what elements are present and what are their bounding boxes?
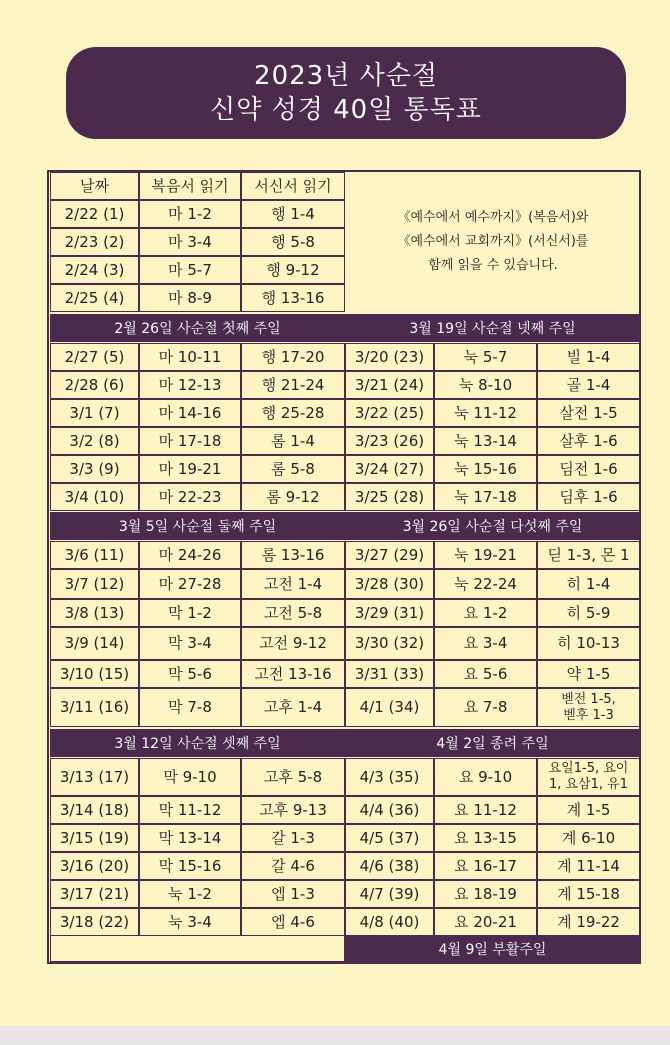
week-band-right: 4월 2일 종려 주일 bbox=[345, 729, 640, 757]
note-line-2: 《예수에서 교회까지》(서신서)를 bbox=[397, 234, 589, 249]
row-date: 3/9 (14) bbox=[50, 627, 139, 660]
row-epistle: 엡 1-3 bbox=[241, 880, 345, 908]
title-line-2: 신약 성경 40일 통독표 bbox=[210, 95, 482, 125]
row-date: 3/7 (12) bbox=[50, 569, 139, 599]
row-epistle: 계 1-5 bbox=[537, 796, 640, 824]
row-epistle: 롬 13-16 bbox=[241, 541, 345, 569]
row-date: 3/2 (8) bbox=[50, 427, 139, 455]
row-gospel: 요 16-17 bbox=[434, 852, 537, 880]
row-epistle: 행 13-16 bbox=[241, 284, 345, 312]
row-gospel: 요 5-6 bbox=[434, 660, 537, 688]
row-epistle: 계 11-14 bbox=[537, 852, 640, 880]
row-gospel: 막 13-14 bbox=[139, 824, 241, 852]
row-date: 2/27 (5) bbox=[50, 343, 139, 371]
row-epistle: 히 5-9 bbox=[537, 599, 640, 627]
row-date: 3/6 (11) bbox=[50, 541, 139, 569]
row-date: 3/4 (10) bbox=[50, 483, 139, 511]
row-epistle: 계 19-22 bbox=[537, 908, 640, 936]
row-gospel: 막 3-4 bbox=[139, 627, 241, 660]
row-gospel: 요 1-2 bbox=[434, 599, 537, 627]
row-epistle: 살전 1-5 bbox=[537, 399, 640, 427]
row-gospel: 마 12-13 bbox=[139, 371, 241, 399]
row-date: 3/8 (13) bbox=[50, 599, 139, 627]
row-date: 3/25 (28) bbox=[345, 483, 434, 511]
row-date: 2/23 (2) bbox=[50, 228, 139, 256]
row-epistle: 행 25-28 bbox=[241, 399, 345, 427]
row-date: 3/20 (23) bbox=[345, 343, 434, 371]
row-gospel: 요 7-8 bbox=[434, 688, 537, 727]
row-gospel: 눅 15-16 bbox=[434, 455, 537, 483]
week-band-right: 3월 19일 사순절 넷째 주일 bbox=[345, 314, 640, 342]
row-epistle: 고후 5-8 bbox=[241, 758, 345, 796]
row-gospel: 마 8-9 bbox=[139, 284, 241, 312]
row-gospel: 눅 1-2 bbox=[139, 880, 241, 908]
row-gospel: 요 11-12 bbox=[434, 796, 537, 824]
row-epistle: 고후 1-4 bbox=[241, 688, 345, 727]
bottom-strip bbox=[0, 1026, 670, 1045]
row-gospel: 요 20-21 bbox=[434, 908, 537, 936]
row-date: 3/29 (31) bbox=[345, 599, 434, 627]
row-epistle: 행 9-12 bbox=[241, 256, 345, 284]
row-epistle: 계 6-10 bbox=[537, 824, 640, 852]
row-date: 3/11 (16) bbox=[50, 688, 139, 727]
row-epistle: 빌 1-4 bbox=[537, 343, 640, 371]
row-date: 3/24 (27) bbox=[345, 455, 434, 483]
row-date: 3/18 (22) bbox=[50, 908, 139, 936]
row-gospel: 마 1-2 bbox=[139, 200, 241, 228]
header-date: 날짜 bbox=[50, 172, 139, 200]
row-date: 3/22 (25) bbox=[345, 399, 434, 427]
empty-cell bbox=[50, 935, 345, 962]
row-gospel: 눅 8-10 bbox=[434, 371, 537, 399]
row-epistle: 행 17-20 bbox=[241, 343, 345, 371]
row-gospel: 요 3-4 bbox=[434, 627, 537, 660]
row-gospel: 마 3-4 bbox=[139, 228, 241, 256]
row-gospel: 요 13-15 bbox=[434, 824, 537, 852]
row-date: 3/1 (7) bbox=[50, 399, 139, 427]
row-epistle: 계 15-18 bbox=[537, 880, 640, 908]
row-gospel: 막 1-2 bbox=[139, 599, 241, 627]
row-gospel: 막 9-10 bbox=[139, 758, 241, 796]
row-gospel: 눅 22-24 bbox=[434, 569, 537, 599]
row-date: 3/23 (26) bbox=[345, 427, 434, 455]
row-epistle: 딛 1-3, 몬 1 bbox=[537, 541, 640, 569]
row-epistle: 딤후 1-6 bbox=[537, 483, 640, 511]
row-epistle: 벧전 1-5, 벧후 1-3 bbox=[537, 688, 640, 727]
row-gospel: 요 9-10 bbox=[434, 758, 537, 796]
row-date: 4/1 (34) bbox=[345, 688, 434, 727]
week-band-left: 3월 5일 사순절 둘째 주일 bbox=[50, 512, 345, 540]
row-date: 3/3 (9) bbox=[50, 455, 139, 483]
row-date: 4/6 (38) bbox=[345, 852, 434, 880]
row-date: 3/30 (32) bbox=[345, 627, 434, 660]
note-line-3: 함께 읽을 수 있습니다. bbox=[428, 258, 558, 273]
row-epistle: 행 21-24 bbox=[241, 371, 345, 399]
row-gospel: 마 19-21 bbox=[139, 455, 241, 483]
title-line-1: 2023년 사순절 bbox=[254, 61, 438, 91]
row-date: 4/7 (39) bbox=[345, 880, 434, 908]
row-gospel: 눅 19-21 bbox=[434, 541, 537, 569]
row-date: 2/28 (6) bbox=[50, 371, 139, 399]
row-gospel: 막 15-16 bbox=[139, 852, 241, 880]
row-epistle: 롬 9-12 bbox=[241, 483, 345, 511]
row-epistle: 요일1-5, 요이 1, 요삼1, 유1 bbox=[537, 758, 640, 796]
row-gospel: 눅 3-4 bbox=[139, 908, 241, 936]
row-date: 3/21 (24) bbox=[345, 371, 434, 399]
row-epistle: 고후 9-13 bbox=[241, 796, 345, 824]
week-band-left: 2월 26일 사순절 첫째 주일 bbox=[50, 314, 345, 342]
row-gospel: 마 10-11 bbox=[139, 343, 241, 371]
row-epistle: 약 1-5 bbox=[537, 660, 640, 688]
title-banner bbox=[66, 47, 626, 139]
row-epistle: 갈 4-6 bbox=[241, 852, 345, 880]
row-date: 3/17 (21) bbox=[50, 880, 139, 908]
row-gospel: 눅 17-18 bbox=[434, 483, 537, 511]
row-gospel: 눅 13-14 bbox=[434, 427, 537, 455]
row-epistle: 고전 5-8 bbox=[241, 599, 345, 627]
row-date: 4/5 (37) bbox=[345, 824, 434, 852]
row-date: 3/14 (18) bbox=[50, 796, 139, 824]
row-epistle: 고전 1-4 bbox=[241, 569, 345, 599]
row-epistle: 롬 1-4 bbox=[241, 427, 345, 455]
row-epistle: 엡 4-6 bbox=[241, 908, 345, 936]
week-band-right: 3월 26일 사순절 다섯째 주일 bbox=[345, 512, 640, 540]
row-gospel: 요 18-19 bbox=[434, 880, 537, 908]
row-date: 3/10 (15) bbox=[50, 660, 139, 688]
row-date: 4/3 (35) bbox=[345, 758, 434, 796]
row-gospel: 마 27-28 bbox=[139, 569, 241, 599]
row-date: 3/13 (17) bbox=[50, 758, 139, 796]
row-epistle: 행 1-4 bbox=[241, 200, 345, 228]
row-epistle: 히 1-4 bbox=[537, 569, 640, 599]
header-gospel: 복음서 읽기 bbox=[139, 172, 241, 200]
row-epistle: 갈 1-3 bbox=[241, 824, 345, 852]
row-date: 3/31 (33) bbox=[345, 660, 434, 688]
row-gospel: 마 17-18 bbox=[139, 427, 241, 455]
row-epistle: 히 10-13 bbox=[537, 627, 640, 660]
row-date: 3/28 (30) bbox=[345, 569, 434, 599]
row-date: 2/25 (4) bbox=[50, 284, 139, 312]
header-epistle: 서신서 읽기 bbox=[241, 172, 345, 200]
row-date: 4/4 (36) bbox=[345, 796, 434, 824]
row-epistle: 딤전 1-6 bbox=[537, 455, 640, 483]
row-date: 4/8 (40) bbox=[345, 908, 434, 936]
row-epistle: 롬 5-8 bbox=[241, 455, 345, 483]
note-line-1: 《예수에서 예수까지》(복음서)와 bbox=[397, 210, 589, 225]
row-gospel: 마 22-23 bbox=[139, 483, 241, 511]
row-gospel: 눅 5-7 bbox=[434, 343, 537, 371]
row-gospel: 막 7-8 bbox=[139, 688, 241, 727]
row-date: 3/15 (19) bbox=[50, 824, 139, 852]
row-date: 2/22 (1) bbox=[50, 200, 139, 228]
row-epistle: 골 1-4 bbox=[537, 371, 640, 399]
row-epistle: 살후 1-6 bbox=[537, 427, 640, 455]
row-date: 2/24 (3) bbox=[50, 256, 139, 284]
row-gospel: 마 5-7 bbox=[139, 256, 241, 284]
row-epistle: 고전 9-12 bbox=[241, 627, 345, 660]
row-date: 3/27 (29) bbox=[345, 541, 434, 569]
row-epistle: 고전 13-16 bbox=[241, 660, 345, 688]
row-gospel: 마 24-26 bbox=[139, 541, 241, 569]
row-epistle: 행 5-8 bbox=[241, 228, 345, 256]
row-gospel: 막 5-6 bbox=[139, 660, 241, 688]
row-gospel: 눅 11-12 bbox=[434, 399, 537, 427]
row-date: 3/16 (20) bbox=[50, 852, 139, 880]
easter-band: 4월 9일 부활주일 bbox=[345, 935, 640, 962]
info-note bbox=[346, 172, 640, 312]
row-gospel: 막 11-12 bbox=[139, 796, 241, 824]
row-gospel: 마 14-16 bbox=[139, 399, 241, 427]
week-band-left: 3월 12일 사순절 셋째 주일 bbox=[50, 729, 345, 757]
